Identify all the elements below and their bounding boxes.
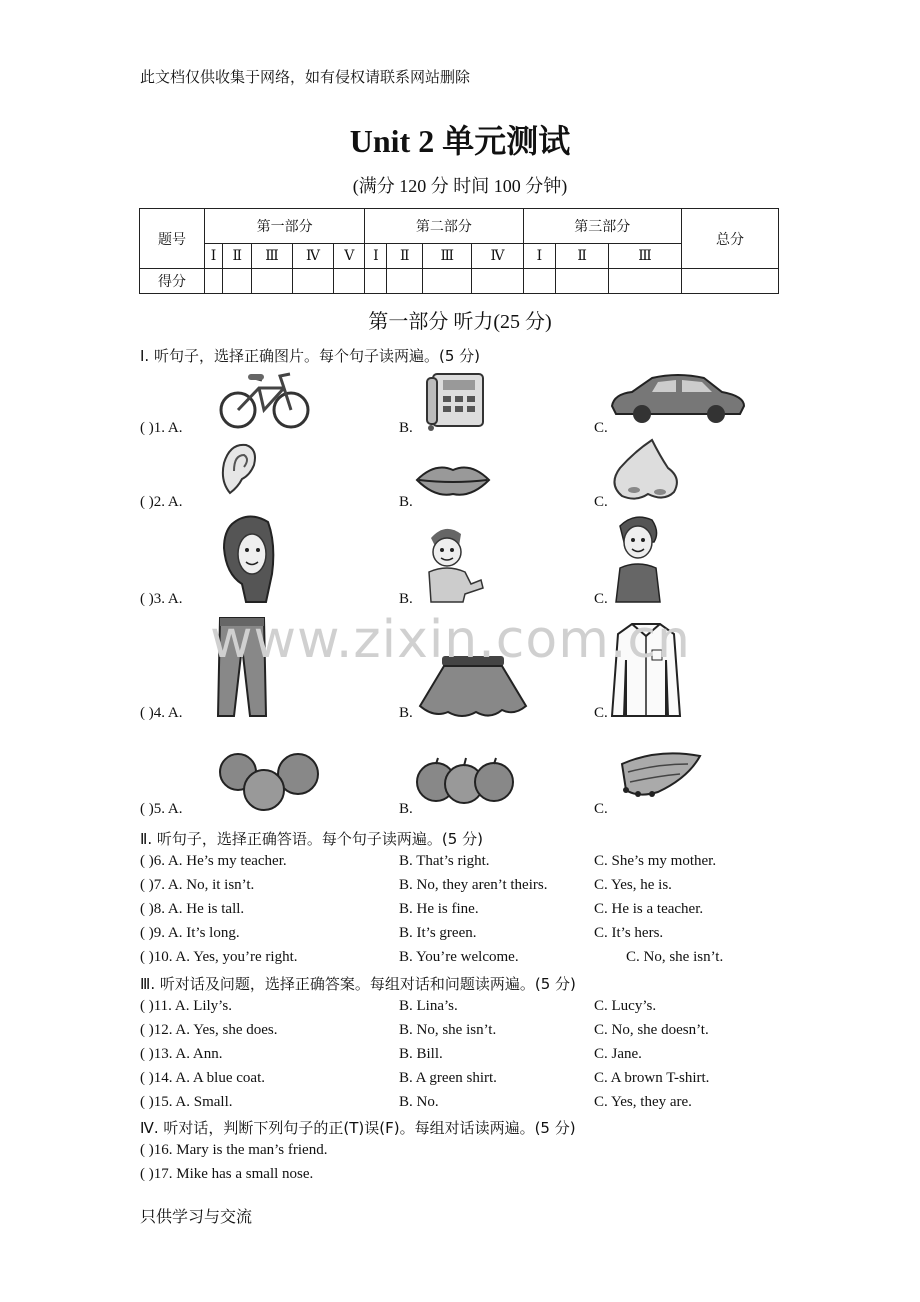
score-table-label-defen: 得分 [140, 269, 205, 294]
score-cell[interactable] [205, 269, 223, 294]
q14-option-a: ( )14. A. A blue coat. [140, 1070, 265, 1086]
q16-statement: ( )16. Mary is the man’s friend. [140, 1142, 328, 1158]
boy-icon [415, 522, 485, 604]
q7-option-b: B. No, they aren’t theirs. [399, 877, 548, 893]
q1-option-c: C. [594, 420, 608, 436]
score-cell[interactable] [365, 269, 387, 294]
score-cell[interactable] [223, 269, 252, 294]
q4-option-b: B. [399, 705, 413, 721]
page-subtitle: (满分 120 分 时间 100 分钟) [352, 176, 568, 196]
q14-option-c: C. A brown T-shirt. [594, 1070, 710, 1086]
q15-option-a: ( )15. A. Small. [140, 1094, 233, 1110]
score-col: Ⅱ [556, 244, 609, 269]
mouth-icon [415, 460, 491, 500]
bicycle-icon [214, 368, 314, 432]
score-table-part2: 第二部分 [365, 209, 523, 244]
score-cell[interactable] [682, 269, 779, 294]
q11-option-b: B. Lina’s. [399, 998, 458, 1014]
q8-option-c: C. He is a teacher. [594, 901, 704, 917]
section2-heading: Ⅱ. 听句子，选择正确答语。每个句子读两遍。(5 分) [140, 830, 483, 848]
q6-option-a: ( )6. A. He’s my teacher. [140, 853, 287, 869]
q6-option-c: C. She’s my mother. [594, 853, 717, 869]
q17-statement: ( )17. Mike has a small nose. [140, 1166, 314, 1182]
q11-option-a: ( )11. A. Lily’s. [140, 998, 232, 1014]
q9-option-b: B. It’s green. [399, 925, 477, 941]
bananas-icon [618, 742, 704, 800]
q1-number: ( )1. A. [140, 420, 183, 436]
score-cell[interactable] [523, 269, 556, 294]
score-table-part1: 第一部分 [205, 209, 365, 244]
score-cell[interactable] [292, 269, 334, 294]
q4-option-c: C. [594, 705, 608, 721]
q12-option-c: C. No, she doesn’t. [594, 1022, 709, 1038]
score-table-part3: 第三部分 [523, 209, 681, 244]
q5-option-b: B. [399, 801, 413, 817]
q11-option-c: C. Lucy’s. [594, 998, 657, 1014]
score-cell[interactable] [252, 269, 292, 294]
q2-number: ( )2. A. [140, 494, 183, 510]
score-cell[interactable] [609, 269, 682, 294]
section3-heading: Ⅲ. 听对话及问题，选择正确答案。每组对话和问题读两遍。(5 分) [140, 975, 576, 993]
section4-heading: Ⅳ. 听对话，判断下列句子的正(T)误(F)。每组对话读两遍。(5 分) [140, 1119, 576, 1137]
apples-icon [414, 756, 520, 806]
q13-option-a: ( )13. A. Ann. [140, 1046, 223, 1062]
score-col: Ⅰ [523, 244, 556, 269]
q8-option-b: B. He is fine. [399, 901, 479, 917]
q5-number: ( )5. A. [140, 801, 183, 817]
footer-note: 只供学习与交流 [140, 1209, 253, 1226]
q12-option-b: B. No, she isn’t. [399, 1022, 497, 1038]
q9-option-a: ( )9. A. It’s long. [140, 925, 240, 941]
score-table [139, 208, 779, 294]
watermark: www.zixin.com.cn [210, 610, 691, 670]
q5-option-c: C. [594, 801, 608, 817]
short-hair-girl-icon [610, 512, 666, 604]
score-col: Ⅳ [472, 244, 523, 269]
oranges-icon [214, 750, 324, 812]
q3-option-b: B. [399, 591, 413, 607]
q3-number: ( )3. A. [140, 591, 183, 607]
car-icon [608, 372, 748, 424]
score-table-total: 总分 [682, 209, 779, 269]
part1-title: 第一部分 听力(25 分) [368, 311, 552, 333]
score-cell[interactable] [472, 269, 523, 294]
score-col: Ⅲ [609, 244, 682, 269]
score-cell[interactable] [334, 269, 365, 294]
q10-option-c: C. No, she isn’t. [626, 949, 724, 965]
q12-option-a: ( )12. A. Yes, she does. [140, 1022, 278, 1038]
score-col: Ⅱ [223, 244, 252, 269]
score-col: Ⅰ [365, 244, 387, 269]
score-col: Ⅱ [387, 244, 423, 269]
q6-option-b: B. That’s right. [399, 853, 490, 869]
page-title: Unit 2 单元测试 [349, 123, 571, 159]
q10-option-a: ( )10. A. Yes, you’re right. [140, 949, 298, 965]
q2-option-b: B. [399, 494, 413, 510]
q10-option-b: B. You’re welcome. [399, 949, 519, 965]
score-col: Ⅲ [423, 244, 472, 269]
score-table-label-tihao: 题号 [140, 209, 205, 269]
score-cell[interactable] [387, 269, 423, 294]
q4-number: ( )4. A. [140, 705, 183, 721]
q8-option-a: ( )8. A. He is tall. [140, 901, 245, 917]
section1-heading: Ⅰ. 听句子，选择正确图片。每个句子读两遍。(5 分) [140, 347, 480, 365]
q15-option-b: B. No. [399, 1094, 439, 1110]
q1-option-b: B. [399, 420, 413, 436]
score-cell[interactable] [556, 269, 609, 294]
score-cell[interactable] [423, 269, 472, 294]
ear-icon [218, 441, 260, 497]
q13-option-b: B. Bill. [399, 1046, 443, 1062]
q13-option-c: C. Jane. [594, 1046, 642, 1062]
long-hair-girl-icon [218, 514, 276, 604]
q2-option-c: C. [594, 494, 608, 510]
score-col: Ⅲ [252, 244, 292, 269]
header-note: 此文档仅供收集于网络，如有侵权请联系网站删除 [140, 70, 471, 86]
q7-option-a: ( )7. A. No, it isn’t. [140, 877, 255, 893]
q14-option-b: B. A green shirt. [399, 1070, 497, 1086]
q15-option-c: C. Yes, they are. [594, 1094, 692, 1110]
q9-option-c: C. It’s hers. [594, 925, 664, 941]
q7-option-c: C. Yes, he is. [594, 877, 672, 893]
nose-icon [608, 438, 680, 504]
score-col: Ⅴ [334, 244, 365, 269]
q3-option-c: C. [594, 591, 608, 607]
score-col: Ⅰ [205, 244, 223, 269]
score-col: Ⅳ [292, 244, 334, 269]
telephone-icon [425, 370, 487, 432]
